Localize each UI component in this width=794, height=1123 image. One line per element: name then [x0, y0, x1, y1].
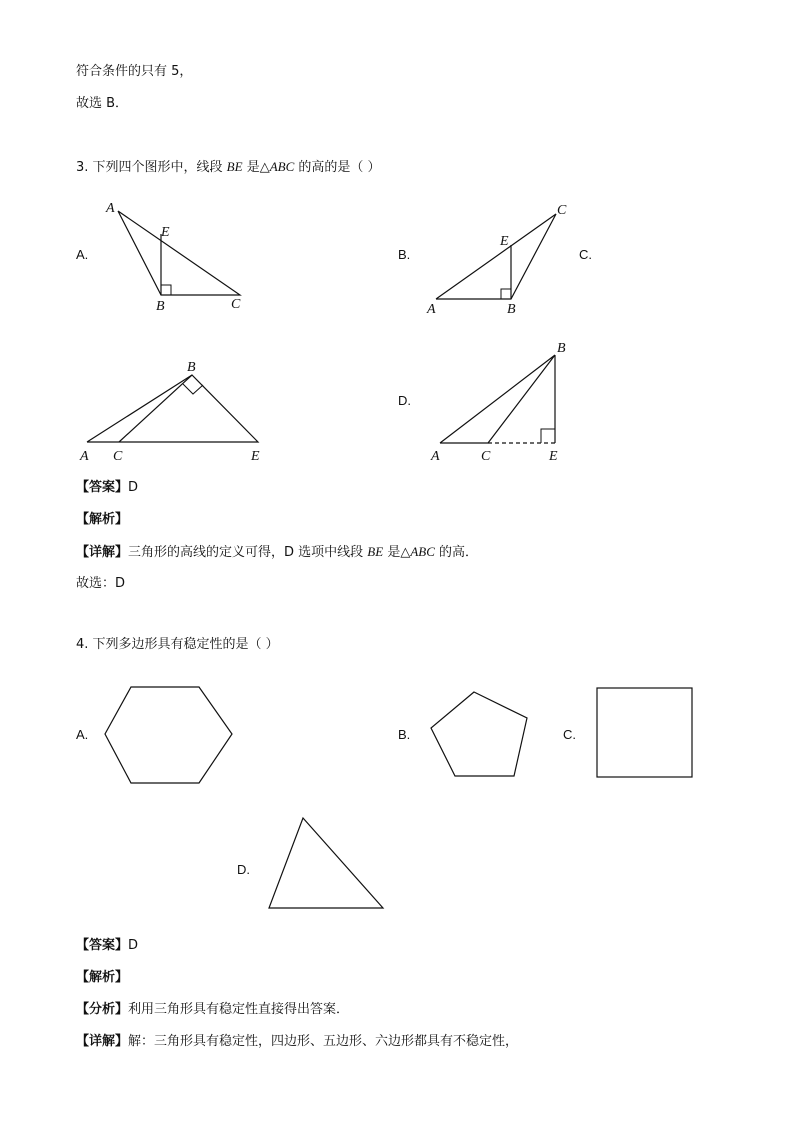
q3-detail-pre: 三角形的高线的定义可得，D 选项中线段 [128, 545, 368, 560]
text-line-2: 故选 B． [76, 96, 129, 111]
q3-detail-abc: ABC [410, 544, 435, 559]
q3b-label-a: A [427, 302, 436, 317]
q3c-label-c: C [113, 449, 123, 464]
q3-detail-be: BE [367, 544, 384, 559]
q3c-label-a: A [80, 449, 89, 464]
q4-option-a-label: A. [76, 727, 89, 742]
q3a-label-c: C [231, 297, 241, 312]
answer-label: 【答案】 [76, 938, 129, 953]
q3b-label-b: B [507, 302, 516, 317]
q3d-label-e: E [549, 449, 558, 464]
q3-detail-mid: 是△ [383, 545, 411, 560]
q3c-label-e: E [251, 449, 260, 464]
q3-option-d-label: D. [398, 393, 411, 408]
q4-fenxi [76, 1002, 349, 1018]
q3-option-a-label: A. [76, 247, 89, 262]
question-4: 4. 下列多边形具有稳定性的是（ ） [76, 637, 279, 652]
q3a-label-e: E [161, 225, 170, 240]
q4-option-c-label: C. [563, 727, 576, 742]
q3-analysis-label: 【解析】 [76, 512, 129, 527]
q3b-label-e: E [500, 234, 509, 249]
q4-fenxi-text: 利用三角形具有稳定性直接得出答案． [128, 1002, 350, 1017]
q4-detail-text: 解：三角形具有稳定性，四边形、五边形、六边形都具有不稳定性， [128, 1034, 519, 1049]
detail-label: 【详解】 [76, 545, 129, 560]
q3-option-b-label: B. [398, 247, 411, 262]
q3-choose: 故选：D [76, 576, 126, 591]
q3-triangle-abc: ABC [269, 159, 295, 174]
q3d-label-b: B [557, 341, 566, 356]
q4-option-b-label: B. [398, 727, 411, 742]
q3b-label-c: C [557, 203, 567, 218]
q3d-label-c: C [481, 449, 491, 464]
q3-text-pre: 3. 下列四个图形中，线段 [76, 160, 227, 175]
fenxi-label: 【分析】 [76, 1002, 129, 1017]
q3-text-post: 的高的是（ ） [294, 160, 381, 175]
q3d-label-a: A [431, 449, 440, 464]
q3-option-c-label: C. [579, 247, 592, 262]
q3a-label-b: B [156, 299, 165, 314]
q3-segment-be: BE [226, 159, 243, 174]
detail-label: 【详解】 [76, 1034, 129, 1049]
answer-label: 【答案】 [76, 480, 129, 495]
text-line-1: 符合条件的只有 5， [76, 64, 193, 79]
q4-answer [76, 938, 138, 954]
q4-analysis-label: 【解析】 [76, 970, 129, 985]
answer-value: D [128, 938, 139, 953]
q3c-label-b: B [187, 360, 196, 375]
answer-value: D [128, 480, 139, 495]
q4-detail [76, 1034, 518, 1050]
q4-option-d-label: D. [237, 862, 250, 877]
q3a-label-a: A [106, 201, 115, 216]
q3-text-mid: 是△ [242, 160, 270, 175]
q3-detail-post: 的高． [434, 545, 479, 560]
